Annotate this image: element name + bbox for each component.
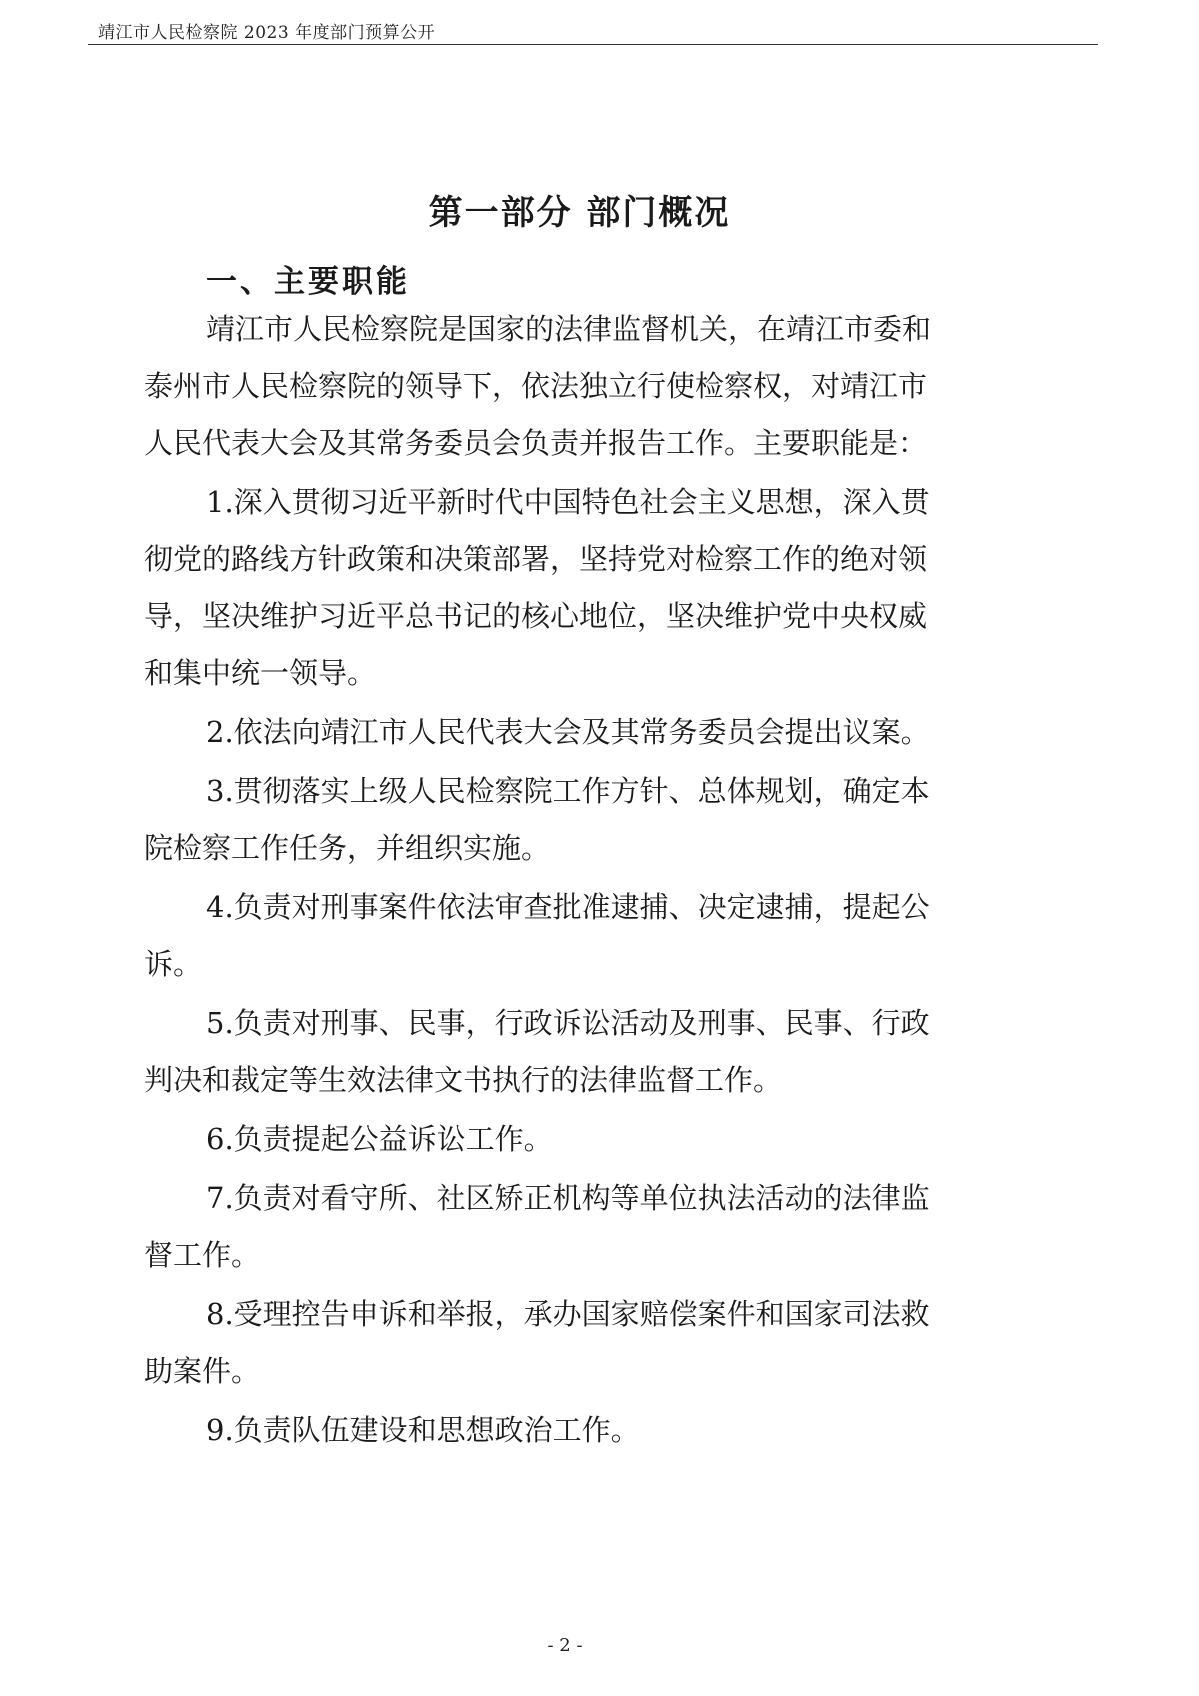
paragraph-line: 诉。 (144, 947, 203, 981)
section-heading: 一、主要职能 (206, 264, 410, 300)
paragraph-line: 1.深入贯彻习近平新时代中国特色社会主义思想，深入贯 (206, 485, 930, 519)
paragraph-line: 彻党的路线方针政策和决策部署，坚持党对检察工作的绝对领 (144, 542, 928, 576)
paragraph-line: 9.负责队伍建设和思想政治工作。 (206, 1413, 640, 1447)
running-header (88, 14, 1098, 45)
header-text: 靖江市人民检察院 2023 年度部门预算公开 (98, 23, 436, 43)
paragraph-line: 督工作。 (144, 1238, 261, 1272)
paragraph-line: 导，坚决维护习近平总书记的核心地位，坚决维护党中央权威 (144, 599, 928, 633)
paragraph-line: 2.依法向靖江市人民代表大会及其常务委员会提出议案。 (206, 715, 930, 749)
paragraph-line: 6.负责提起公益诉讼工作。 (206, 1122, 553, 1156)
paragraph-line: 靖江市人民检察院是国家的法律监督机关，在靖江市委和 (206, 312, 932, 346)
paragraph-line: 泰州市人民检察院的领导下，依法独立行使检察权，对靖江市 (144, 369, 928, 403)
paragraph-line: 和集中统一领导。 (144, 656, 377, 690)
paragraph-line: 7.负责对看守所、社区矫正机构等单位执法活动的法律监 (206, 1181, 930, 1215)
paragraph-line: 判决和裁定等生效法律文书执行的法律监督工作。 (144, 1063, 783, 1097)
page-number: - 2 - (547, 1635, 583, 1656)
paragraph-line: 助案件。 (144, 1354, 261, 1388)
paragraph-line: 人民代表大会及其常务委员会负责并报告工作。主要职能是： (144, 426, 928, 460)
paragraph-line: 3.贯彻落实上级人民检察院工作方针、总体规划，确定本 (206, 774, 930, 808)
paragraph-line: 8.受理控告申诉和举报，承办国家赔偿案件和国家司法救 (206, 1297, 930, 1331)
paragraph-line: 4.负责对刑事案件依法审查批准逮捕、决定逮捕，提起公 (206, 890, 930, 924)
page-title: 第一部分 部门概况 (428, 193, 731, 233)
paragraph-line: 院检察工作任务，并组织实施。 (144, 831, 551, 865)
paragraph-line: 5.负责对刑事、民事，行政诉讼活动及刑事、民事、行政 (206, 1006, 930, 1040)
